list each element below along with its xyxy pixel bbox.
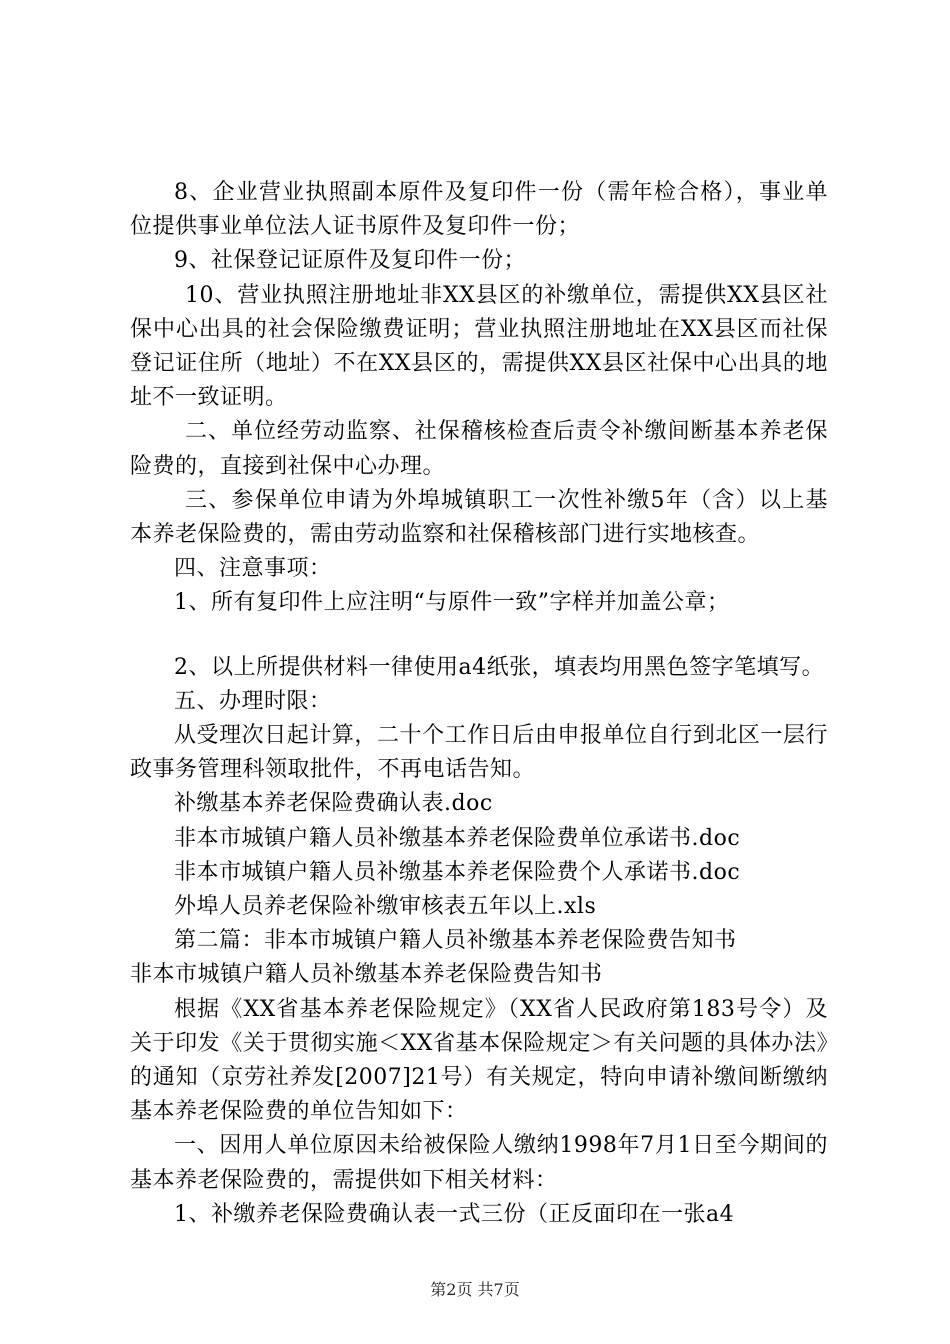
paragraph-section-2: 二、单位经劳动监察、社保稽核检查后责令补缴间断基本养老保险费的，直接到社保中心办理。	[130, 419, 828, 479]
attachment-item: 外埠人员养老保险补缴审核表五年以上.xls	[174, 894, 597, 920]
paragraph-material-1: 1、补缴养老保险费确认表一式三份（正反面印在一张a4	[174, 1201, 735, 1227]
document-body	[130, 176, 828, 1232]
notice-title: 非本市城镇户籍人员补缴基本养老保险费告知书	[130, 962, 603, 988]
paragraph-note-1: 1、所有复印件上应注明“与原件一致”字样并加盖公章；	[174, 590, 730, 616]
paragraph-basis: 根据《XX省基本养老保险规定》（XX省人民政府第183号令）及关于印发《关于贯彻实施＜XX省基本保险规定＞有关问题的具体办法》的通知（京劳社养发[2007]21号）有关规定，特向申请补缴间断缴纳基本养老保险费的单位告知如下：	[130, 996, 828, 1125]
paragraph-item-10: 10、营业执照注册地址非XX县区的补缴单位，需提供XX县区社保中心出具的社会保险缴费证明；营业执照注册地址在XX县区而社保登记证住所（地址）不在XX县区的，需提供XX县区社保中心出具的地址不一致证明。	[130, 282, 828, 411]
attachment-item: 非本市城镇户籍人员补缴基本养老保险费个人承诺书.doc	[174, 859, 741, 885]
paragraph-section-1: 一、因用人单位原因未给被保险人缴纳1998年7月1日至今期间的基本养老保险费的，需提供如下相关材料：	[130, 1133, 828, 1193]
attachment-item: 非本市城镇户籍人员补缴基本养老保险费单位承诺书.doc	[174, 825, 741, 851]
paragraph-time-limit: 从受理次日起计算，二十个工作日后由申报单位自行到北区一层行政事务管理科领取批件，不再电话告知。	[130, 723, 828, 783]
chapter-heading: 第二篇：非本市城镇户籍人员补缴基本养老保险费告知书	[174, 928, 737, 954]
paragraph-item-8: 8、企业营业执照副本原件及复印件一份（需年检合格），事业单位提供事业单位法人证书原件及复印件一份；	[130, 180, 828, 240]
paragraph-note-2: 2、以上所提供材料一律使用a4纸张，填表均用黑色签字笔填写。	[174, 654, 825, 680]
paragraph-section-3: 三、参保单位申请为外埠城镇职工一次性补缴5年（含）以上基本养老保险费的，需由劳动监察和社保稽核部门进行实地核查。	[130, 487, 828, 548]
attachment-item: 补缴基本养老保险费确认表.doc	[174, 791, 493, 817]
heading-notes: 四、注意事项：	[174, 556, 332, 582]
page-footer: 第2页 共7页	[430, 1280, 520, 1299]
paragraph-item-9: 9、社保登记证原件及复印件一份；	[174, 248, 526, 274]
heading-time-limit: 五、办理时限：	[174, 688, 332, 714]
